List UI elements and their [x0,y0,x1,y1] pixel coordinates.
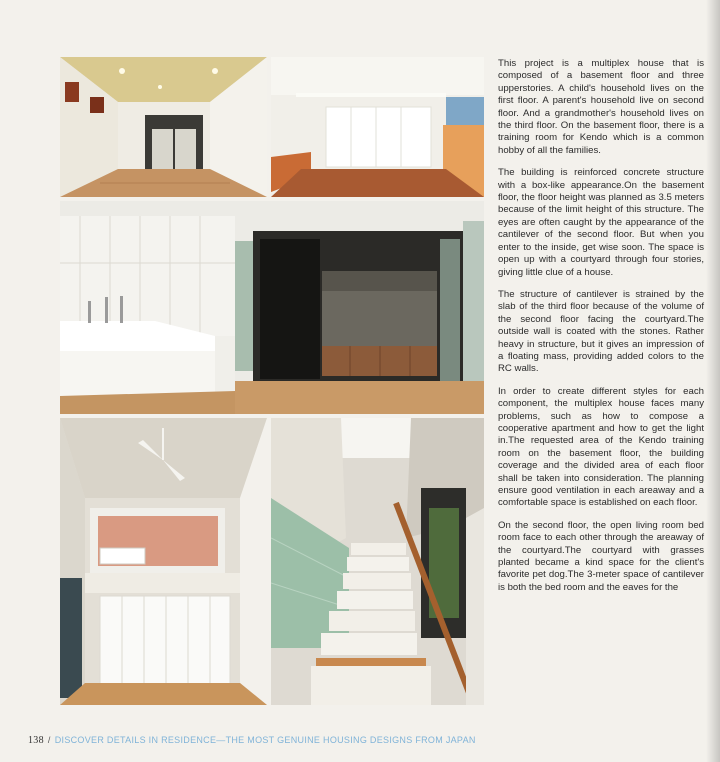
photo-kitchen-courtyard [60,201,484,414]
photo-staircase [271,418,484,705]
paragraph-structure: The building is reinforced concrete structure with a box-like appearance.On the basement floor, the floor height was planned as 3.5 meters because of the limit height of this structure. The eyes are often caught by the appearance of the cantilever of the second floor. But when you enter to the inside, get wise soon. The space is open up with a courtyard through four stories, giving little clue of a house. [498,167,704,278]
photo-training-hall [60,57,267,197]
paragraph-styles: In order to create different styles for each component, the multiplex house faces many problems, such as how to compose a cooperative apartment and how to get the light in.The requested area of the Kendo training room on the basement floor, the building coverage and the divided area of each floor shall be taken into consideration. The planning ensure good ventilation in each areaway and a comfortable space is established on each floor. [498,385,704,509]
page-footer [28,735,708,749]
paragraph-cantilever: The structure of cantilever is strained by the slab of the third floor because of the volume of the second floor facing the courtyard.The outside wall is coated with the stones. Rather heavy in structure, but it gives an impression of a floating mass, providing added colors to the RC walls. [498,288,704,375]
paragraph-second-floor: On the second floor, the open living room bed room face to each other through the areaway of the courtyard.The courtyard with grasses planted became a kind space for the client's favorite pet dog.The 3-meter space of cantilever is both the bed room and the eaves for the [498,519,704,593]
book-title: DISCOVER DETAILS IN RESIDENCE—THE MOST GENUINE HOUSING DESIGNS FROM JAPAN [54,735,476,745]
paragraph-intro: This project is a multiplex house that is composed of a basement floor and three upperstories. A child's household lives on the first floor. A parent's household live on second floor. And a grandmother's household lives on the third floor. On the basement floor, there is a training room for Kendo which is a common hobby of all the families. [498,58,704,156]
photo-closet-room [60,418,267,705]
article-text [498,58,704,604]
photo-kitchen-wide [271,57,484,197]
page-number: 138 [28,735,44,746]
page-gutter-shadow [706,0,720,762]
footer-separator: / [47,735,51,745]
